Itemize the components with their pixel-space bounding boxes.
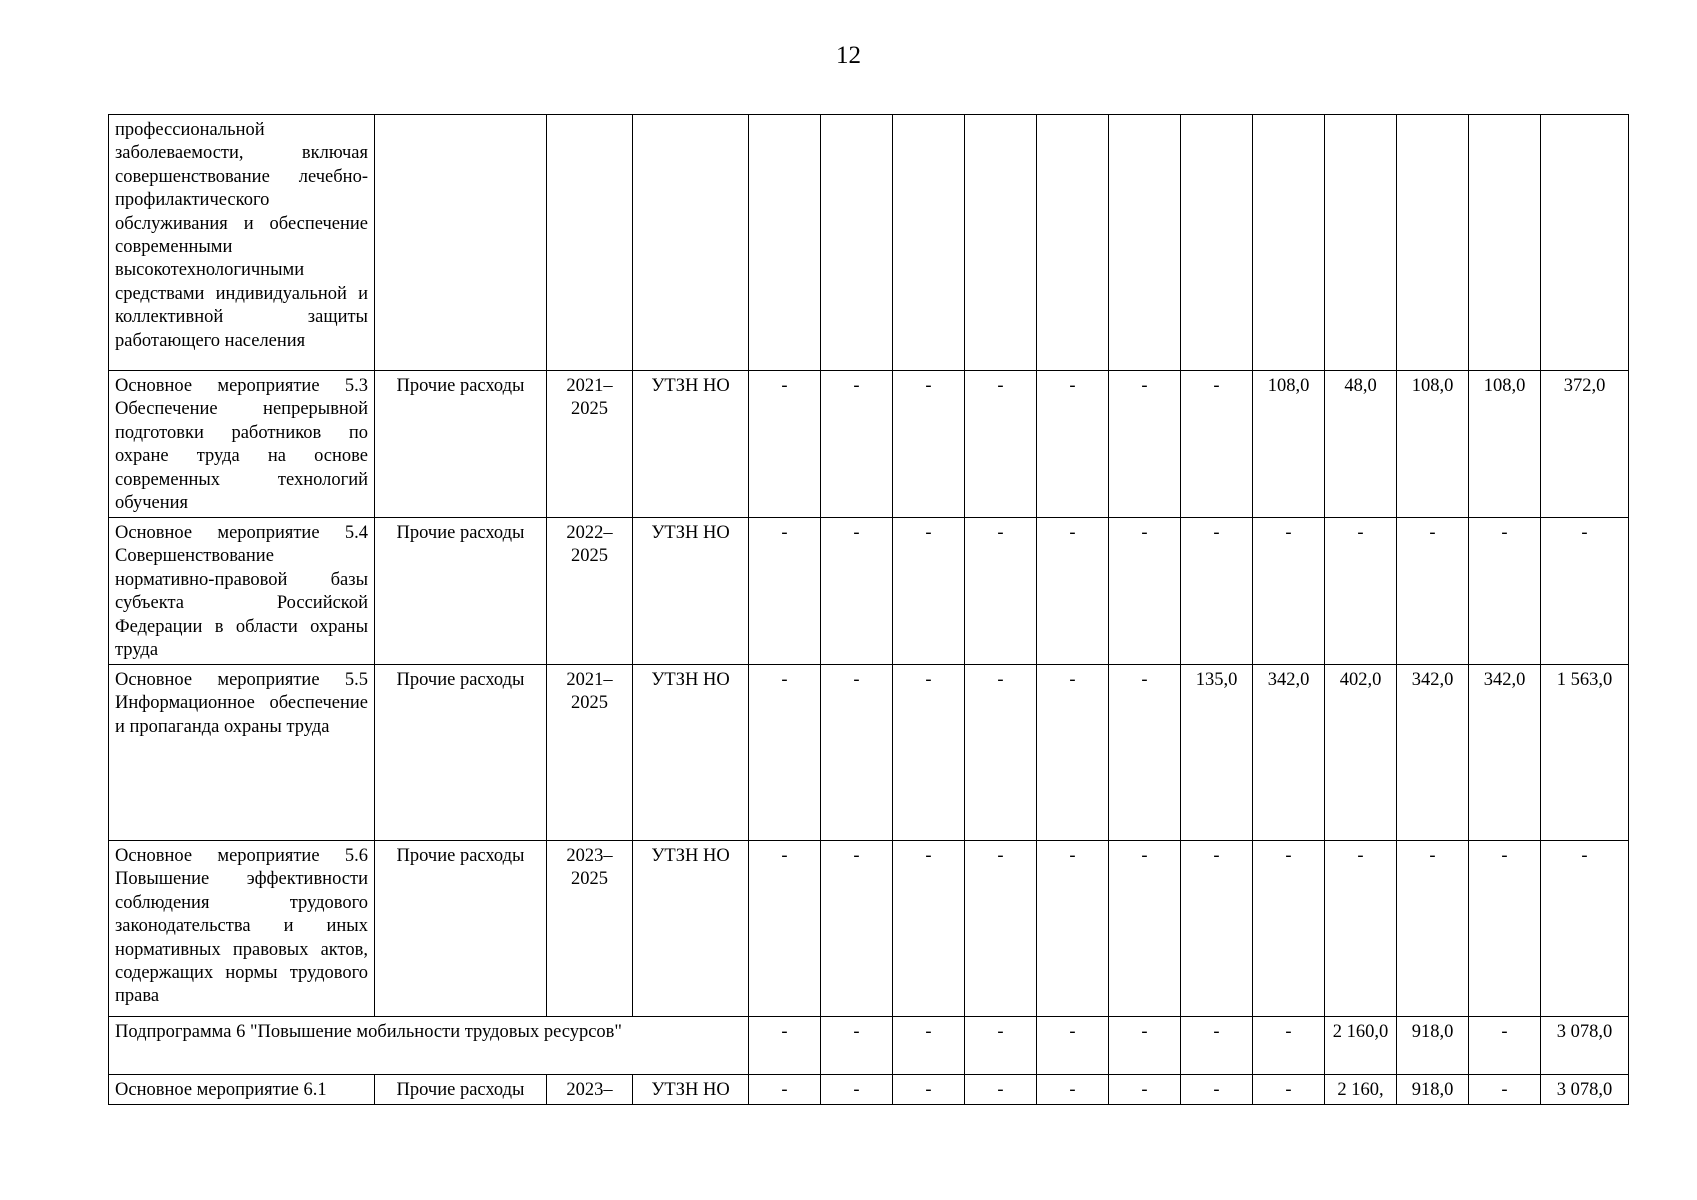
value-cell: - bbox=[965, 665, 1037, 841]
value-cell: - bbox=[1109, 518, 1181, 665]
executor: УТЗН НО bbox=[633, 1075, 749, 1105]
value-cell bbox=[1181, 115, 1253, 371]
value-cell: - bbox=[821, 371, 893, 518]
value-cell bbox=[1397, 115, 1469, 371]
value-cell: - bbox=[1181, 371, 1253, 518]
value-cell bbox=[1037, 115, 1109, 371]
period: 2023– bbox=[547, 1075, 633, 1105]
table-row bbox=[109, 841, 1629, 1017]
value-cell: - bbox=[1469, 518, 1541, 665]
value-cell: - bbox=[1037, 841, 1109, 1017]
value-cell: - bbox=[1037, 1017, 1109, 1075]
executor: УТЗН НО bbox=[633, 371, 749, 518]
value-cell: - bbox=[1181, 1075, 1253, 1105]
value-cell: - bbox=[893, 841, 965, 1017]
value-cell: - bbox=[1397, 518, 1469, 665]
value-cell bbox=[893, 115, 965, 371]
activity-description: Основное мероприятие 5.5 Информационное обеспечение и пропаганда охраны труда bbox=[109, 665, 375, 841]
table-row bbox=[109, 665, 1629, 841]
value-cell: - bbox=[1469, 841, 1541, 1017]
value-cell: - bbox=[749, 665, 821, 841]
value-cell: - bbox=[965, 1075, 1037, 1105]
value-cell: - bbox=[1181, 518, 1253, 665]
value-cell: - bbox=[1037, 665, 1109, 841]
table-row bbox=[109, 371, 1629, 518]
value-cell: 108,0 bbox=[1397, 371, 1469, 518]
activity-description: Основное мероприятие 6.1 bbox=[109, 1075, 375, 1105]
value-cell: 1 563,0 bbox=[1541, 665, 1629, 841]
value-cell: 48,0 bbox=[1325, 371, 1397, 518]
value-cell: - bbox=[749, 841, 821, 1017]
value-cell: 342,0 bbox=[1397, 665, 1469, 841]
value-cell: 3 078,0 bbox=[1541, 1017, 1629, 1075]
value-cell: 3 078,0 bbox=[1541, 1075, 1629, 1105]
value-cell: - bbox=[1541, 518, 1629, 665]
expense-type: Прочие расходы bbox=[375, 665, 547, 841]
value-cell: - bbox=[749, 371, 821, 518]
value-cell: - bbox=[1469, 1075, 1541, 1105]
value-cell bbox=[1325, 115, 1397, 371]
value-cell: - bbox=[821, 518, 893, 665]
value-cell: - bbox=[1325, 841, 1397, 1017]
value-cell: 2 160,0 bbox=[1325, 1017, 1397, 1075]
value-cell: 402,0 bbox=[1325, 665, 1397, 841]
value-cell: - bbox=[821, 1017, 893, 1075]
value-cell: - bbox=[1109, 371, 1181, 518]
value-cell: - bbox=[965, 1017, 1037, 1075]
activity-description: профессиональной заболеваемости, включая совершенствование лечебно-профилактического обслуживания и обеспечение современными высокотехнологичными средствами индивидуальной и коллективной защиты работающего населения bbox=[109, 115, 375, 371]
table-row bbox=[109, 1017, 1629, 1075]
expense-type: Прочие расходы bbox=[375, 1075, 547, 1105]
value-cell: - bbox=[965, 518, 1037, 665]
value-cell: - bbox=[1253, 1075, 1325, 1105]
period: 2021–2025 bbox=[547, 665, 633, 841]
value-cell: - bbox=[1109, 665, 1181, 841]
value-cell: - bbox=[893, 1075, 965, 1105]
value-cell bbox=[965, 115, 1037, 371]
activity-description: Основное мероприятие 5.3 Обеспечение непрерывной подготовки работников по охране труда на основе современных технологий обучения bbox=[109, 371, 375, 518]
value-cell: - bbox=[1253, 841, 1325, 1017]
value-cell: - bbox=[1397, 841, 1469, 1017]
subprogram-title: Подпрограмма 6 "Повышение мобильности трудовых ресурсов" bbox=[109, 1017, 749, 1075]
budget-table bbox=[108, 114, 1629, 1105]
period: 2022–2025 bbox=[547, 518, 633, 665]
value-cell: 918,0 bbox=[1397, 1075, 1469, 1105]
page-number: 12 bbox=[836, 42, 861, 69]
period: 2023–2025 bbox=[547, 841, 633, 1017]
value-cell: - bbox=[1325, 518, 1397, 665]
value-cell: - bbox=[821, 1075, 893, 1105]
value-cell bbox=[821, 115, 893, 371]
value-cell: - bbox=[1037, 1075, 1109, 1105]
value-cell: - bbox=[965, 841, 1037, 1017]
value-cell bbox=[1541, 115, 1629, 371]
value-cell: - bbox=[965, 371, 1037, 518]
value-cell: - bbox=[1109, 1017, 1181, 1075]
value-cell: 2 160, bbox=[1325, 1075, 1397, 1105]
value-cell: - bbox=[893, 665, 965, 841]
executor: УТЗН НО bbox=[633, 518, 749, 665]
value-cell: - bbox=[1253, 518, 1325, 665]
period: 2021–2025 bbox=[547, 371, 633, 518]
value-cell: - bbox=[1037, 518, 1109, 665]
value-cell: 108,0 bbox=[1253, 371, 1325, 518]
value-cell: 108,0 bbox=[1469, 371, 1541, 518]
value-cell bbox=[1109, 115, 1181, 371]
value-cell: - bbox=[1109, 1075, 1181, 1105]
activity-description: Основное мероприятие 5.6 Повышение эффективности соблюдения трудового законодательства и иных нормативных правовых актов, содержащих нормы трудового права bbox=[109, 841, 375, 1017]
value-cell: - bbox=[1469, 1017, 1541, 1075]
value-cell bbox=[1469, 115, 1541, 371]
table-row bbox=[109, 115, 1629, 371]
value-cell: - bbox=[821, 841, 893, 1017]
value-cell: - bbox=[893, 1017, 965, 1075]
executor: УТЗН НО bbox=[633, 665, 749, 841]
period bbox=[547, 115, 633, 371]
value-cell: 918,0 bbox=[1397, 1017, 1469, 1075]
value-cell bbox=[749, 115, 821, 371]
executor: УТЗН НО bbox=[633, 841, 749, 1017]
value-cell bbox=[1253, 115, 1325, 371]
value-cell: - bbox=[749, 518, 821, 665]
table-row bbox=[109, 1075, 1629, 1105]
value-cell: - bbox=[1181, 1017, 1253, 1075]
value-cell: - bbox=[749, 1017, 821, 1075]
activity-description: Основное мероприятие 5.4 Совершенствование нормативно-правовой базы субъекта Российской Федерации в области охраны труда bbox=[109, 518, 375, 665]
table-row bbox=[109, 518, 1629, 665]
value-cell: - bbox=[1541, 841, 1629, 1017]
value-cell: - bbox=[749, 1075, 821, 1105]
value-cell: - bbox=[893, 371, 965, 518]
expense-type: Прочие расходы bbox=[375, 841, 547, 1017]
value-cell: - bbox=[1181, 841, 1253, 1017]
value-cell: 372,0 bbox=[1541, 371, 1629, 518]
value-cell: - bbox=[893, 518, 965, 665]
expense-type bbox=[375, 115, 547, 371]
value-cell: 135,0 bbox=[1181, 665, 1253, 841]
value-cell: - bbox=[1109, 841, 1181, 1017]
expense-type: Прочие расходы bbox=[375, 518, 547, 665]
value-cell: - bbox=[821, 665, 893, 841]
value-cell: 342,0 bbox=[1469, 665, 1541, 841]
executor bbox=[633, 115, 749, 371]
expense-type: Прочие расходы bbox=[375, 371, 547, 518]
value-cell: 342,0 bbox=[1253, 665, 1325, 841]
value-cell: - bbox=[1253, 1017, 1325, 1075]
value-cell: - bbox=[1037, 371, 1109, 518]
